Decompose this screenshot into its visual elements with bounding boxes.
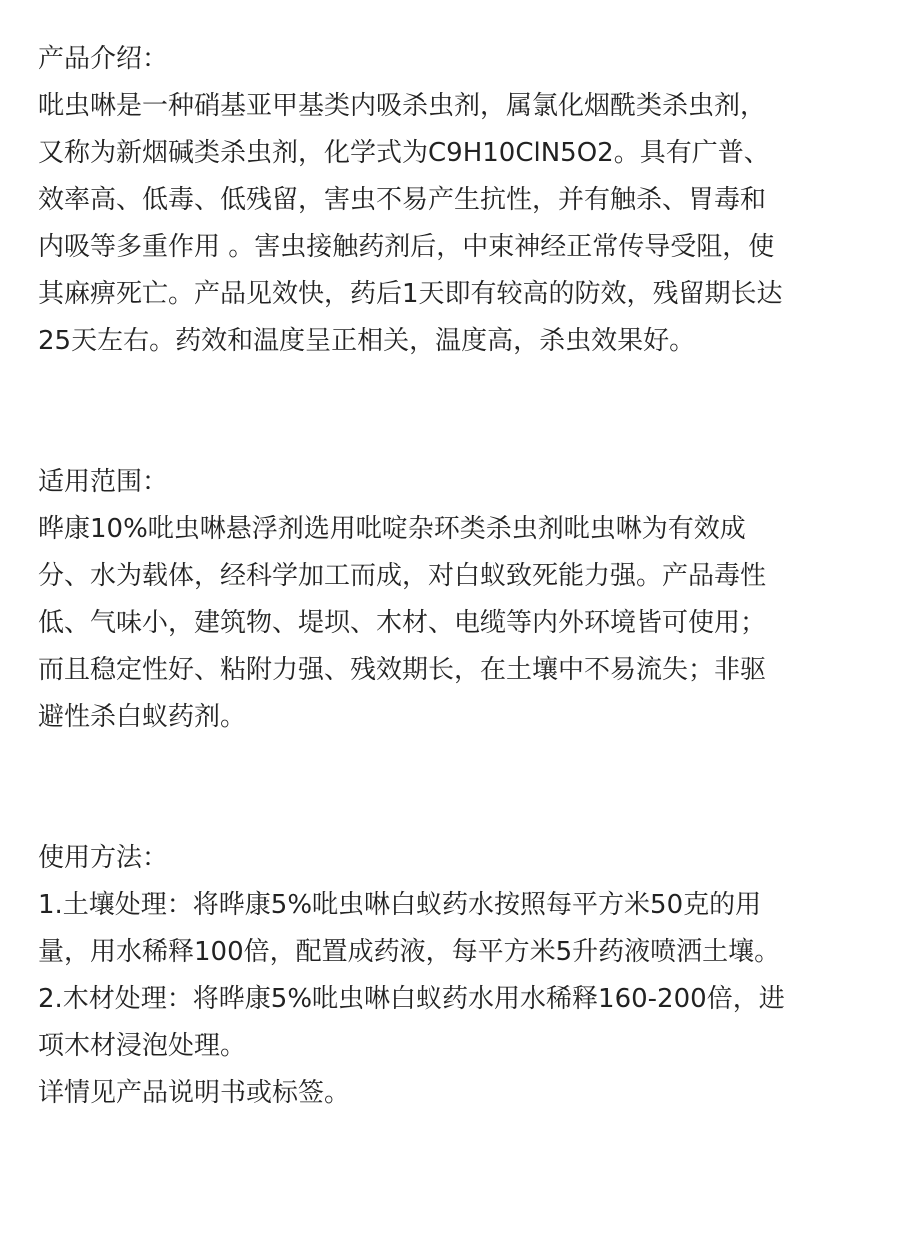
paragraph-line: 吡虫啉是一种硝基亚甲基类内吸杀虫剂，属氯化烟酰类杀虫剂， <box>38 91 767 121</box>
paragraph-line: 2.木材处理：将晔康5%吡虫啉白蚁药水用水稀释160-200倍，进 <box>38 984 785 1014</box>
paragraph-line: 其麻痹死亡。产品见效快，药后1天即有较高的防效，残留期长达 <box>38 279 783 309</box>
section-scope <box>38 459 874 741</box>
paragraph-line: 25天左右。药效和温度呈正相关，温度高，杀虫效果好。 <box>38 326 696 356</box>
paragraph-line: 而且稳定性好、粘附力强、残效期长，在土壤中不易流失；非驱 <box>38 655 767 685</box>
paragraph-line: 项木材浸泡处理。 <box>38 1031 247 1061</box>
section-usage <box>38 835 874 1117</box>
section-spacer <box>38 741 874 835</box>
paragraph-line: 又称为新烟碱类杀虫剂，化学式为C9H10ClN5O2。具有广普、 <box>38 138 770 168</box>
section-intro <box>38 36 874 365</box>
paragraph-line: 低、气味小，建筑物、堤坝、木材、电缆等内外环境皆可使用； <box>38 608 767 638</box>
section-heading: 产品介绍： <box>38 44 169 74</box>
section-heading: 使用方法： <box>38 843 169 873</box>
paragraph-line: 内吸等多重作用 。害虫接触药剂后，中束神经正常传导受阻，使 <box>38 232 775 262</box>
paragraph-line: 晔康10%吡虫啉悬浮剂选用吡啶杂环类杀虫剂吡虫啉为有效成 <box>38 514 746 544</box>
section-heading: 适用范围： <box>38 467 169 497</box>
paragraph-line: 分、水为载体，经科学加工而成，对白蚁致死能力强。产品毒性 <box>38 561 767 591</box>
section-spacer <box>38 365 874 459</box>
paragraph-line: 效率高、低毒、低残留，害虫不易产生抗性，并有触杀、胃毒和 <box>38 185 767 215</box>
paragraph-line: 1.土壤处理：将晔康5%吡虫啉白蚁药水按照每平方米50克的用 <box>38 890 762 920</box>
paragraph-line: 避性杀白蚁药剂。 <box>38 702 247 732</box>
paragraph-line: 详情见产品说明书或标签。 <box>38 1078 351 1108</box>
paragraph-line: 量，用水稀释100倍，配置成药液，每平方米5升药液喷洒土壤。 <box>38 937 781 967</box>
document-body <box>38 36 874 1117</box>
